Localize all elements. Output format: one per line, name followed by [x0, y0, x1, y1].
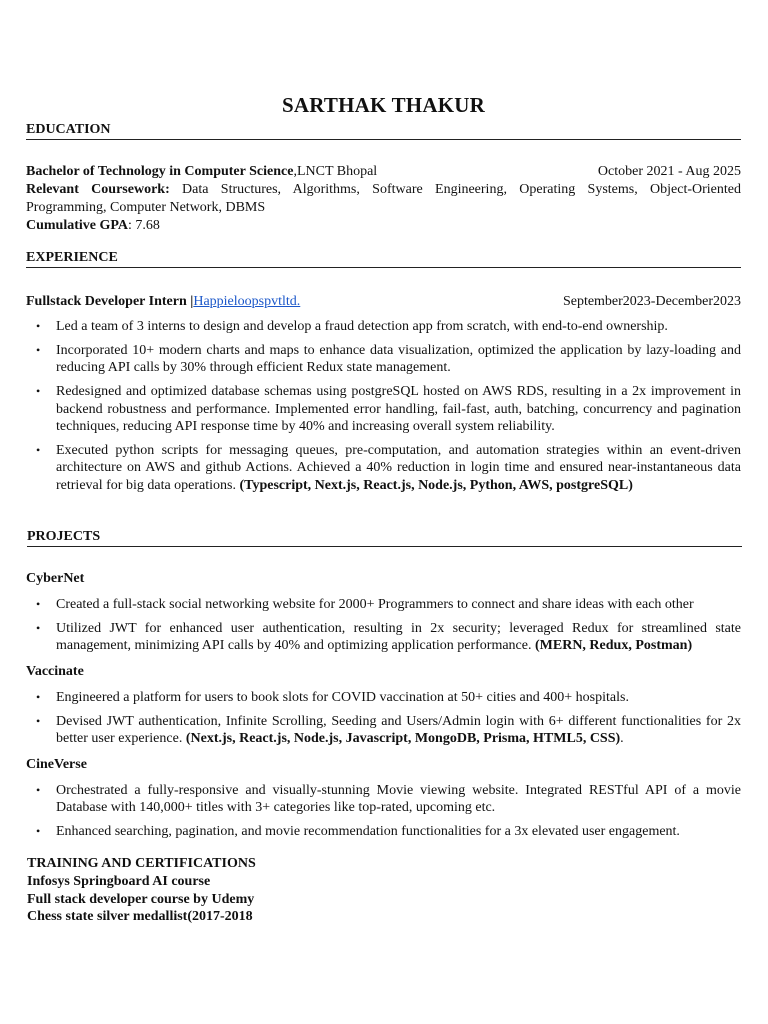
role-separator: | [186, 294, 194, 309]
role-line [26, 293, 300, 310]
list-item: • Enhanced searching, pagination, and movie recommendation functionalities for a 3x elevated user engagement. [26, 823, 741, 840]
tech-stack: (Typescript, Next.js, React.js, Node.js, Python, AWS, postgreSQL) [239, 477, 633, 493]
experience-bullets [26, 318, 741, 501]
trailing-period: . [620, 731, 624, 747]
gpa-value: : 7.68 [128, 218, 160, 233]
bullet-text: Devised JWT authentication, Infinite Scrolling, Seeding and Users/Admin login with 6+ different functionalities for 2x better user experience. [56, 713, 741, 747]
education-heading: EDUCATION [26, 121, 741, 140]
bullet-text: Executed python scripts for messaging queues, pre-computation, and automation strategies within an event-driven architecture on AWS and github Actions. Achieved a 40% reduction in login time and ensured near-instantaneous data retrieval for big data operations. [56, 442, 741, 493]
list-item: • Redesigned and optimized database schemas using postgreSQL hosted on AWS RDS, resulting in a 2x improvement in backend robustness and performance. Implemented error handling, fail-fast, auth, batching, concurrency and pagination techniques, reducing API response time by 40% and increasing overall system reliability. [26, 383, 741, 435]
degree-name: Bachelor of Technology in Computer Science [26, 164, 294, 179]
tech-stack: (Next.js, React.js, Node.js, Javascript, MongoDB, Prisma, HTML5, CSS) [185, 731, 621, 747]
experience-heading: EXPERIENCE [26, 249, 741, 268]
gpa-label: Cumulative GPA [26, 218, 129, 233]
project-title-cybernet: CyberNet [26, 571, 85, 586]
tech-stack: (MERN, Redux, Postman) [535, 638, 693, 654]
gpa [26, 217, 741, 234]
cineverse-bullets [26, 782, 741, 847]
list-item: • Led a team of 3 interns to design and develop a fraud detection app from scratch, with end-to-end ownership. [26, 318, 741, 335]
list-item: • Incorporated 10+ modern charts and maps to enhance data visualization, optimized the application by lazy-loading and reducing API calls by 30% through efficient Redux state management. [26, 342, 741, 377]
candidate-name: SARTHAK THAKUR [282, 93, 485, 117]
experience-role-row [26, 293, 741, 310]
education-dates: October 2021 - Aug 2025 [597, 164, 741, 179]
coursework-list: Data Structures, Algorithms, Software Engineering, Operating Systems, Object-Oriented Programming, Computer Network, DBMS [26, 182, 741, 215]
certification-item: Chess state silver medallist(2017-2018 [27, 909, 253, 924]
certification-item: Full stack developer course by Udemy [27, 892, 255, 907]
coursework [26, 181, 741, 216]
list-item: • Engineered a platform for users to book slots for COVID vaccination at 50+ cities and 400+ hospitals. [26, 689, 741, 706]
coursework-label: Relevant Coursework: [26, 182, 170, 197]
list-item: • Created a full-stack social networking website for 2000+ Programmers to connect and share ideas with each other [26, 596, 741, 613]
certifications-heading: TRAINING AND CERTIFICATIONS [27, 856, 256, 871]
list-item [26, 713, 741, 748]
education-degree-row [26, 163, 741, 180]
list-item [26, 620, 741, 655]
cybernet-bullets [26, 596, 741, 661]
role-title: Fullstack Developer Intern [26, 294, 187, 309]
list-item: • Orchestrated a fully-responsive and visually-stunning Movie viewing website. Integrated RESTful API of a movie Database with 140,000+ titles with 3+ categories like top-rated, upcoming etc. [26, 782, 741, 817]
institution: ,LNCT Bhopal [293, 164, 378, 179]
certification-item: Infosys Springboard AI course [27, 874, 211, 889]
project-title-cineverse: CineVerse [26, 757, 87, 772]
degree-line [26, 163, 377, 180]
bullet-text: Utilized JWT for enhanced user authentication, resulting in 2x security; leveraged Redux for streamlined state management, minimizing API calls by 40% and optimizing application performance. [56, 620, 741, 654]
vaccinate-bullets [26, 689, 741, 754]
list-item [26, 442, 741, 494]
project-title-vaccinate: Vaccinate [26, 664, 84, 679]
projects-heading: PROJECTS [27, 528, 742, 547]
experience-dates: September2023-December2023 [562, 294, 741, 309]
company-link[interactable]: Happieloopspvtltd. [193, 294, 301, 309]
